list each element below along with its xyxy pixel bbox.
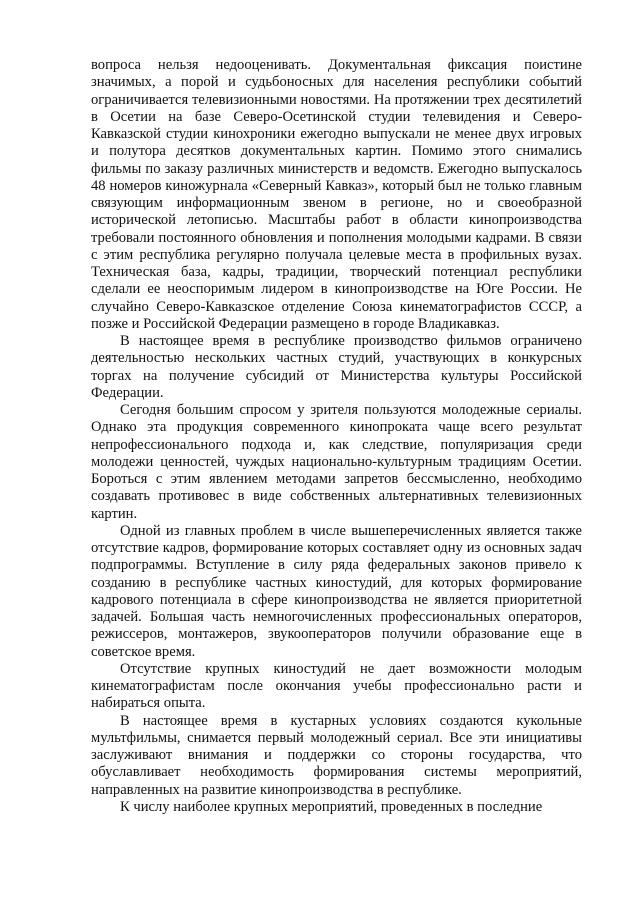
paragraph-continuation: вопроса нельзя недооценивать. Документальная фиксация поистине значимых, а порой и судьбоносных для населения республики событий ограничивается телевизионными новостями. На протяжении трех десятилетий в Осетии на базе Северо-Осетинской студии телевидения и Северо-Кавказской студии кинохроники ежегодно выпускали не менее двух игровых и полутора десятков документальных картин. Помимо этого снимались фильмы по заказу различных министерств и ведомств. Ежегодно выпускалось 48 номеров киножурнала «Северный Кавказ», который был не только главным связующим информационным звеном в регионе, но и своеобразной исторической летописью. Масштабы работ в области кинопроизводства требовали постоянного обновления и пополнения молодыми кадрами. В связи с этим республика регулярно получала целевые места в профильных вузах. Техническая база, кадры, традиции, творческий потенциал республики сделали ее неоспоримым лидером в кинопроизводстве на Юге России. Не случайно Северо-Кавказское отделение Союза кинематографистов СССР, а позже и Российской Федерации размещено в городе Владикавказ.: [91, 57, 582, 332]
paragraph-staff-shortage: Одной из главных проблем в числе вышеперечисленных является также отсутствие кадров, формирование которых составляет одну из основных задач подпрограммы. Вступление в силу ряда федеральных законов привело к созданию в республике частных киностудий, для которых формирование кадрового потенциала в сфере кинопроизводства не является приоритетной задачей. Большая часть немногочисленных профессиональных операторов, режиссеров, монтажеров, звукооператоров получили образование еще в советское время.: [91, 522, 582, 660]
paragraph-initiatives: В настоящее время в кустарных условиях создаются кукольные мультфильмы, снимается первый молодежный сериал. Все эти инициативы заслуживают внимания и поддержки со стороны государства, что обуславливает необходимость формирования системы мероприятий, направленных на развитие кинопроизводства в республике.: [91, 712, 582, 798]
paragraph-events: К числу наиболее крупных мероприятий, проведенных в последние: [120, 798, 543, 815]
paragraph-youth-series: Сегодня большим спросом у зрителя пользуются молодежные сериалы. Однако эта продукция современного кинопроката чаще всего результат непрофессионального подхода и, как следствие, популяризация среди молодежи ценностей, чуждых национально-культурным традициям Осетии. Бороться с этим явлением методами запретов бессмысленно, необходимо создавать противовес в виде собственных альтернативных телевизионных картин.: [91, 402, 582, 522]
paragraph-private-studios: В настоящее время в республике производство фильмов ограничено деятельностью нескольких частных студий, участвующих в конкурсных торгах на получение субсидий от Министерства культуры Российской Федерации.: [91, 333, 582, 401]
document-page: [91, 57, 582, 816]
paragraph-no-large-studios: Отсутствие крупных киностудий не дает возможности молодым кинематографистам после окончания учебы профессионально расти и набираться опыта.: [91, 660, 582, 712]
